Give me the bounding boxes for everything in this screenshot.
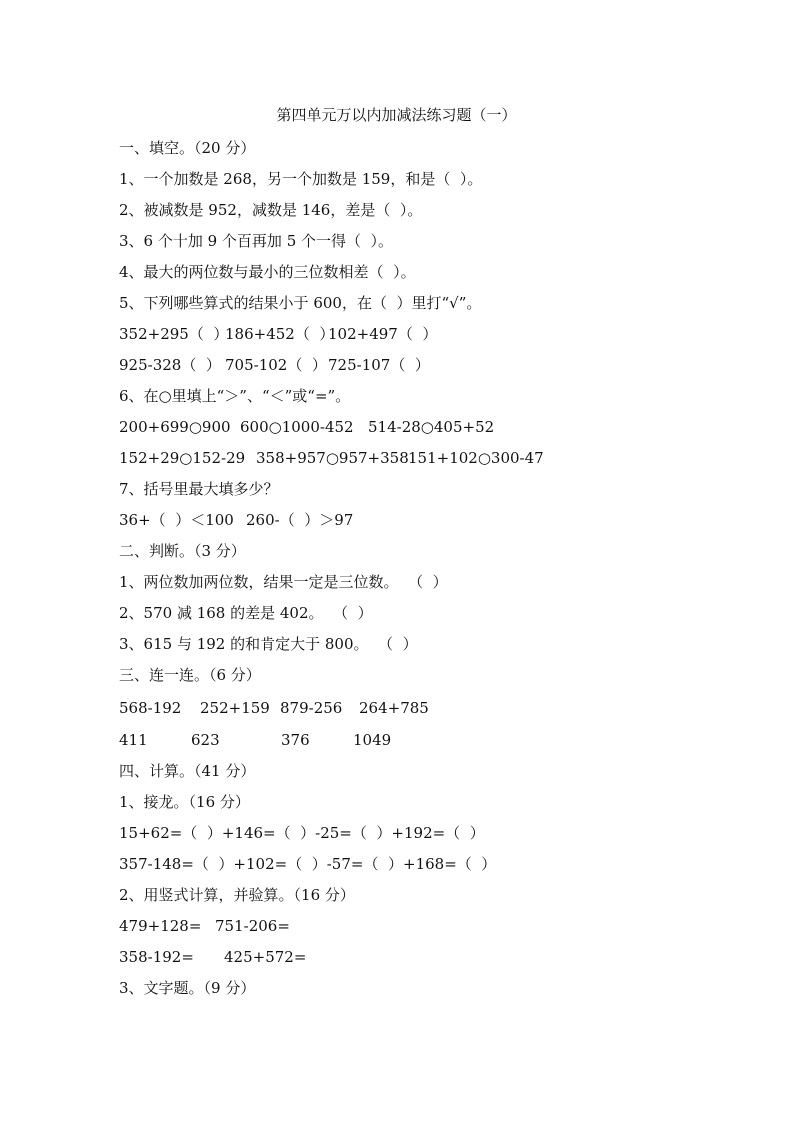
question-2-2: 2、570 减 168 的差是 402。 （ ） <box>119 604 373 622</box>
section-4-sub-1: 1、接龙。（16 分） <box>119 793 250 811</box>
q6-item: 600○1000-452 <box>240 418 354 436</box>
question-2-3: 3、615 与 192 的和肯定大于 800。 （ ） <box>119 635 418 653</box>
calc-item: 751-206= <box>215 917 290 935</box>
chain-row-2: 357-148=（ ）+102=（ ）-57=（ ）+168=（ ） <box>119 855 497 873</box>
q5-item: 352+295（ ） <box>119 325 229 343</box>
question-1-4: 4、最大的两位数与最小的三位数相差（ ）。 <box>119 263 416 281</box>
section-2-heading: 二、判断。（3 分） <box>119 542 246 560</box>
match-expression: 264+785 <box>359 699 429 717</box>
match-answer: 411 <box>119 731 148 749</box>
q5-item: 725-107（ ） <box>328 356 430 374</box>
q5-item: 102+497（ ） <box>328 325 438 343</box>
section-1-heading: 一、填空。（20 分） <box>119 139 256 157</box>
q5-item: 705-102（ ） <box>225 356 327 374</box>
q7-item: 36+（ ）＜100 <box>119 511 234 529</box>
question-1-1: 1、一个加数是 268，另一个加数是 159，和是（ ）。 <box>119 170 483 188</box>
match-expression: 252+159 <box>200 699 270 717</box>
q7-item: 260-（ ）＞97 <box>246 511 354 529</box>
page-title: 第四单元万以内加减法练习题（一） <box>276 106 517 124</box>
question-1-6: 6、在○里填上“＞”、“＜”或“=”。 <box>119 387 351 405</box>
chain-row-1: 15+62=（ ）+146=（ ）-25=（ ）+192=（ ） <box>119 824 485 842</box>
q5-item: 186+452（ ） <box>225 325 335 343</box>
q5-item: 925-328（ ） <box>119 356 221 374</box>
q6-item: 200+699○900 <box>119 418 231 436</box>
match-expression: 568-192 <box>119 699 182 717</box>
section-4-heading: 四、计算。（41 分） <box>119 762 256 780</box>
q6-item: 152+29○152-29 <box>119 449 246 467</box>
match-expression: 879-256 <box>280 699 343 717</box>
question-2-1: 1、两位数加两位数，结果一定是三位数。 （ ） <box>119 573 448 591</box>
calc-item: 425+572= <box>224 948 307 966</box>
section-4-sub-3: 3、文字题。（9 分） <box>119 979 256 997</box>
match-answer: 376 <box>281 731 310 749</box>
question-1-2: 2、被减数是 952，减数是 146，差是（ ）。 <box>119 201 423 219</box>
q6-item: 151+102○300-47 <box>408 449 544 467</box>
section-3-heading: 三、连一连。（6 分） <box>119 666 261 684</box>
calc-item: 479+128= <box>119 917 202 935</box>
match-answer: 1049 <box>353 731 392 749</box>
question-1-5: 5、下列哪些算式的结果小于 600，在（ ）里打“√”。 <box>119 294 482 312</box>
q6-item: 514-28○405+52 <box>368 418 495 436</box>
question-1-7: 7、括号里最大填多少？ <box>119 480 279 498</box>
q6-item: 358+957○957+358 <box>256 449 409 467</box>
question-1-3: 3、6 个十加 9 个百再加 5 个一得（ ）。 <box>119 232 394 250</box>
section-4-sub-2: 2、用竖式计算，并验算。（16 分） <box>119 886 355 904</box>
match-answer: 623 <box>191 731 220 749</box>
calc-item: 358-192= <box>119 948 194 966</box>
